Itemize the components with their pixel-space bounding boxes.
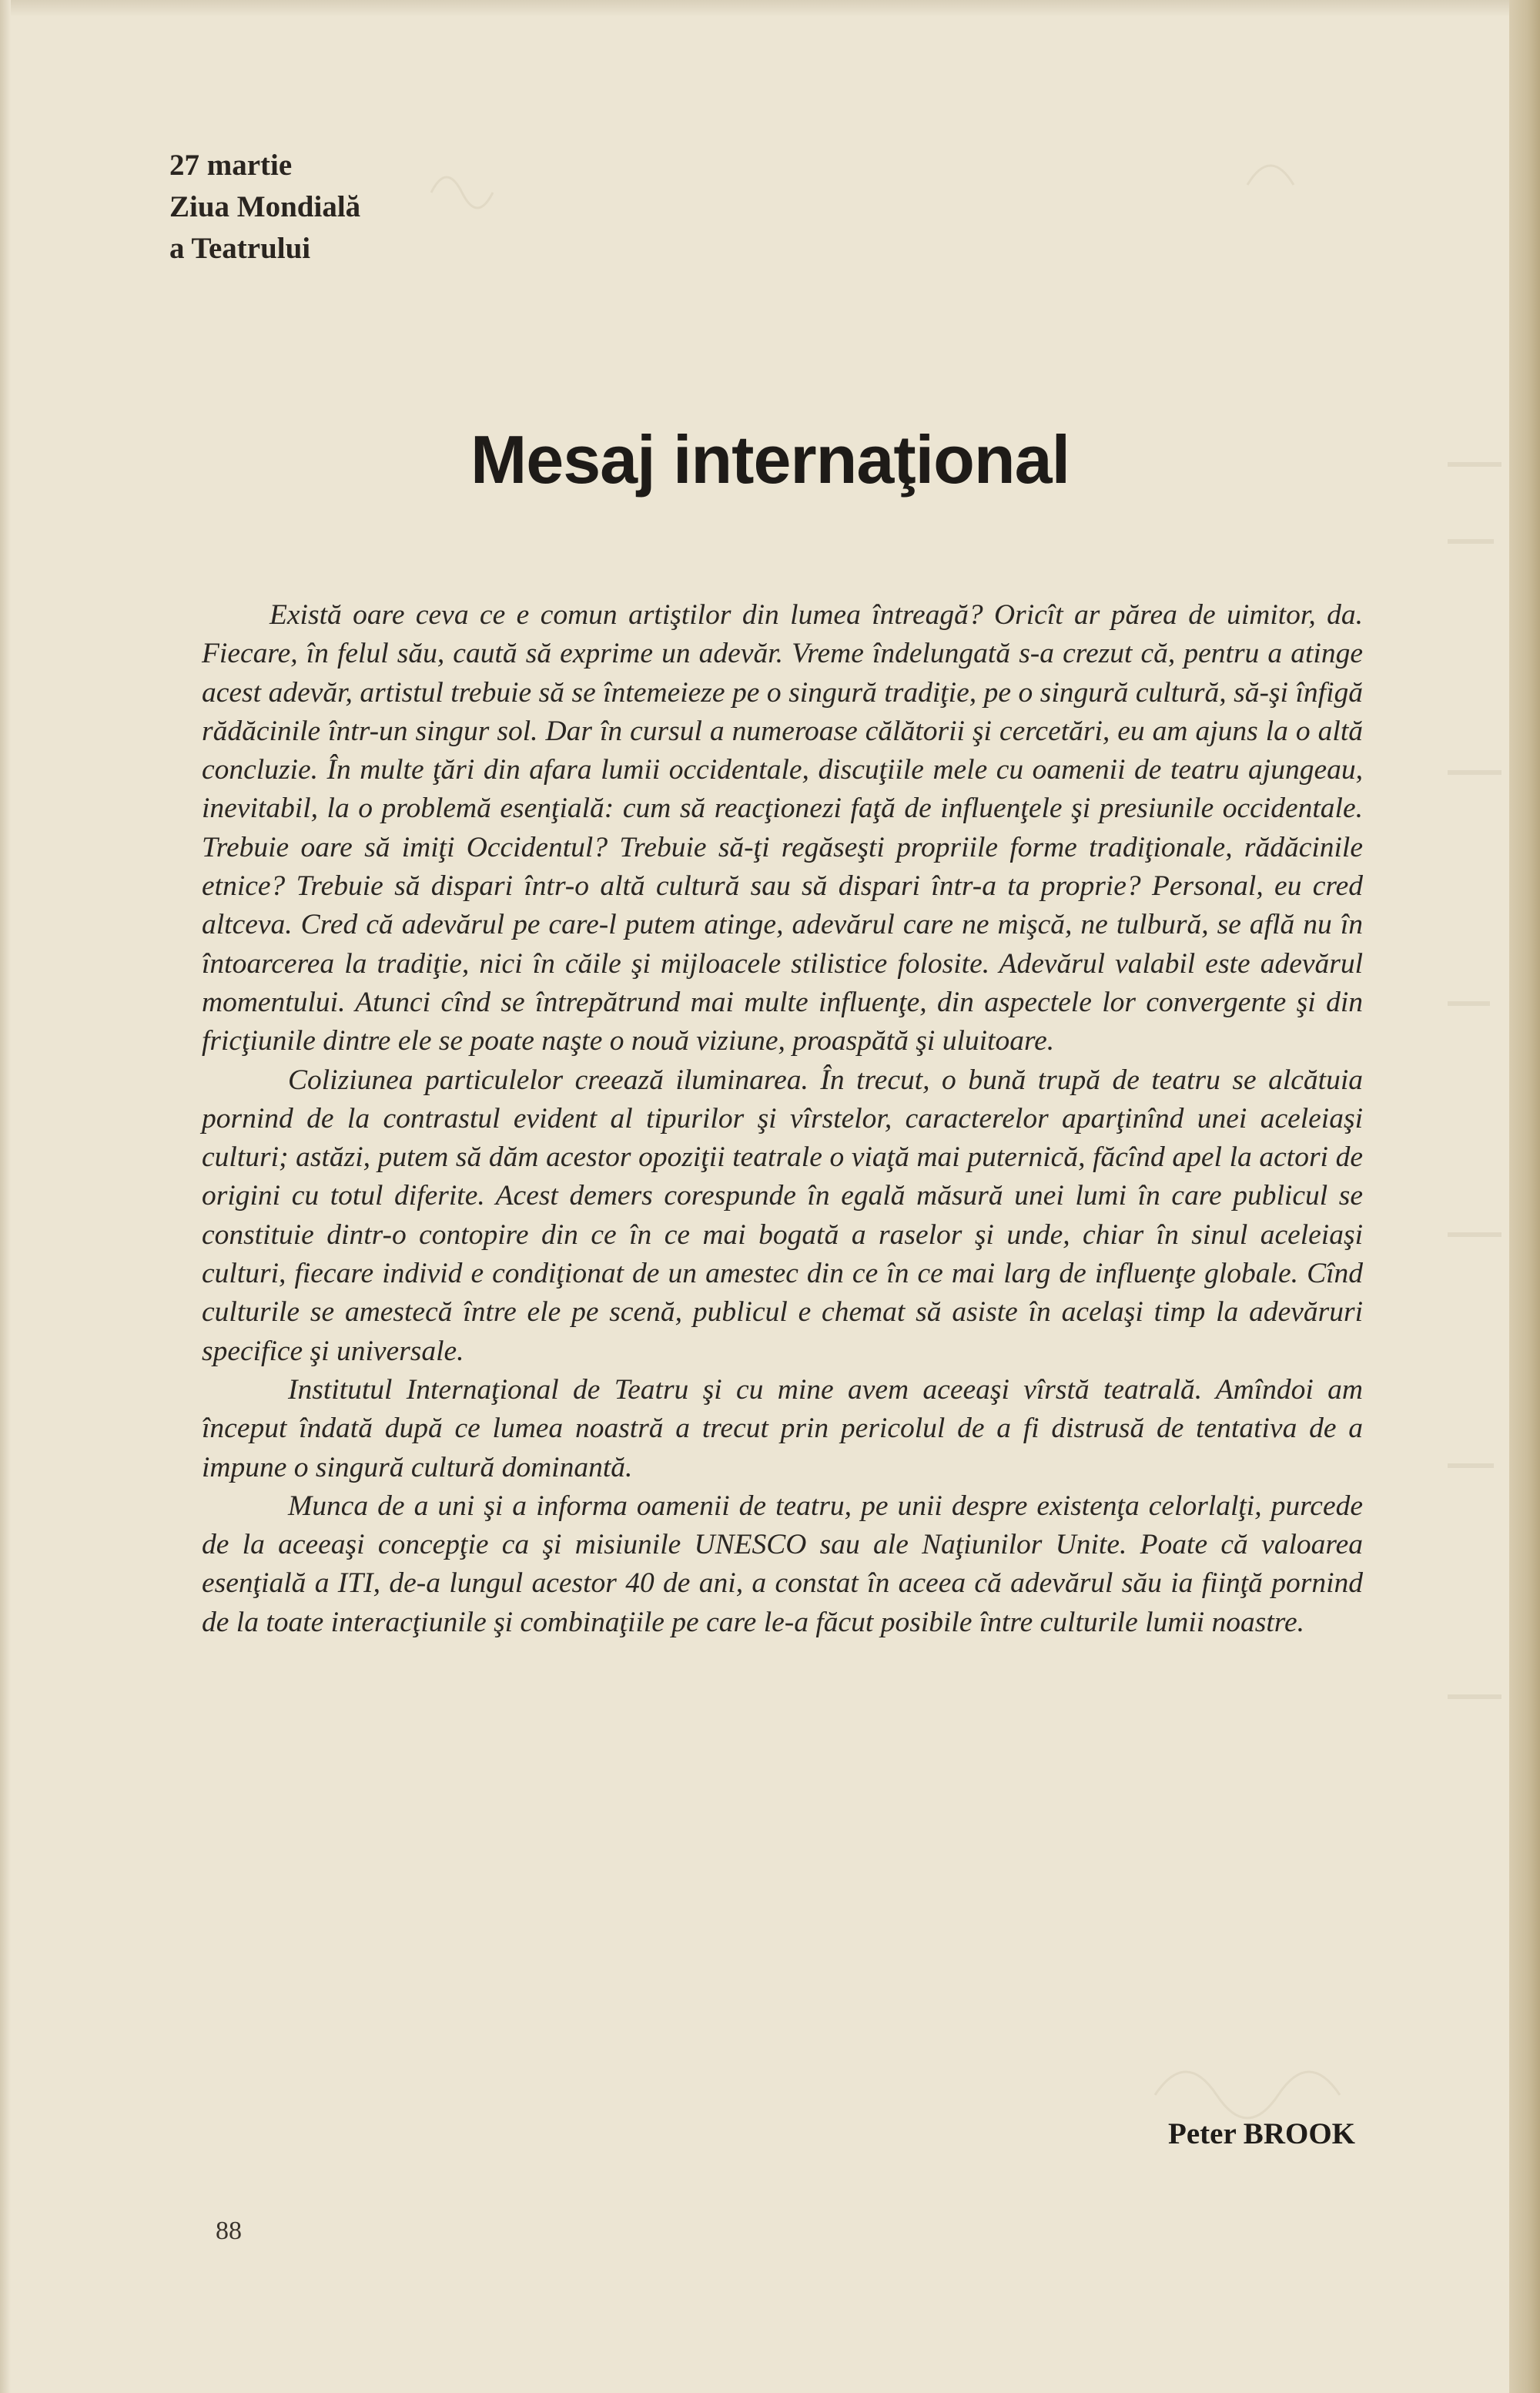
page-number: 88 bbox=[216, 2217, 242, 2245]
page-title: Mesaj internaţional bbox=[470, 421, 1070, 498]
scan-edge-top bbox=[0, 0, 1540, 17]
paragraph-2: Coliziunea particulelor creează iluminarea. În trecut, o bună trupă de teatru se alcătuia pornind de la contrastul evident al tipurilor şi vîrstelor, caracterelor aparţinînd unei aceleiaşi culturi; astăzi, putem să dăm acestor opoziţii teatrale o viaţă mai puternică, făcînd apel la actori de origini cu totul diferite. Acest demers corespunde în egală măsură unei lumi în care publicul se constituie dintr-o contopire din ce în ce mai bogată a raselor şi unde, chiar în sinul aceleiaşi culturi, fiecare individ e condiţionat de un amestec din ce în ce mai larg de influenţe globale. Cînd culturile se amestecă între ele pe scenă, publicul e chemat să asiste în acelaşi timp la adevăruri specifice şi universale. bbox=[202, 1064, 1363, 1367]
paragraph-3: Institutul Internaţional de Teatru şi cu mine avem aceeaşi vîrstă teatrală. Amîndoi am început îndată după ce lumea noastră a trecut prin pericolul de a fi distrusă de tentativa de a impune o singură cultură dominantă. bbox=[202, 1373, 1363, 1483]
event-header bbox=[169, 145, 360, 270]
event-date: 27 martie bbox=[169, 149, 293, 182]
event-name-line2: a Teatrului bbox=[169, 232, 311, 265]
scan-edge-left bbox=[0, 0, 11, 2393]
article-body bbox=[202, 596, 1363, 1642]
scan-edge-right bbox=[1509, 0, 1540, 2393]
author-signature: Peter BROOK bbox=[1168, 2117, 1355, 2150]
paragraph-1: Există oare ceva ce e comun artiştilor din lumea întreagă? Oricît ar părea de uimitor, da. Fiecare, în felul său, caută să exprime un adevăr. Vreme îndelungată s-a crezut că, pentru a atinge acest adevăr, artistul trebuie să se întemeieze pe o singură tradiţie, pe o singură cultură, să-şi înfigă rădăcinile într-un singur sol. Dar în cursul a numeroase călătorii şi cercetări, eu am ajuns la o altă concluzie. În multe ţări din afara lumii occidentale, discuţiile mele cu oamenii de teatru ajungeau, inevitabil, la o problemă esenţială: cum să reacţionezi faţă de influenţele şi presiunile occidentale. Trebuie oare să imiţi Occidentul? Trebuie să-ţi regăseşti propriile forme tradiţionale, rădăcinile etnice? Trebuie să dispari într-o altă cultură sau să dispari într-a ta proprie? Personal, eu cred altceva. Cred că adevărul pe care-l putem atinge, adevărul care ne mişcă, ne tulbură, se află nu în întoarcerea la tradiţie, nici în căile şi mijloacele stilistice folosite. Adevărul valabil este adevărul momentului. Atunci cînd se întrepătrund mai multe influenţe, din aspectele lor convergente şi din fricţiunile dintre ele se poate naşte o nouă viziune, proaspătă şi uluitoare. bbox=[202, 599, 1363, 1057]
paragraph-4: Munca de a uni şi a informa oamenii de teatru, pe unii despre existenţa celorlalţi, purcede de la aceeaşi concepţie ca şi misiunile UNESCO sau ale Naţiunilor Unite. Poate că valoarea esenţială a ITI, de-a lungul acestor 40 de ani, a constat în aceea că adevărul său ia fiinţă pornind de la toate interacţiunile şi combinaţiile pe care le-a făcut posibile între culturile lumii noastre. bbox=[202, 1490, 1363, 1638]
event-name-line1: Ziua Mondială bbox=[169, 190, 361, 223]
